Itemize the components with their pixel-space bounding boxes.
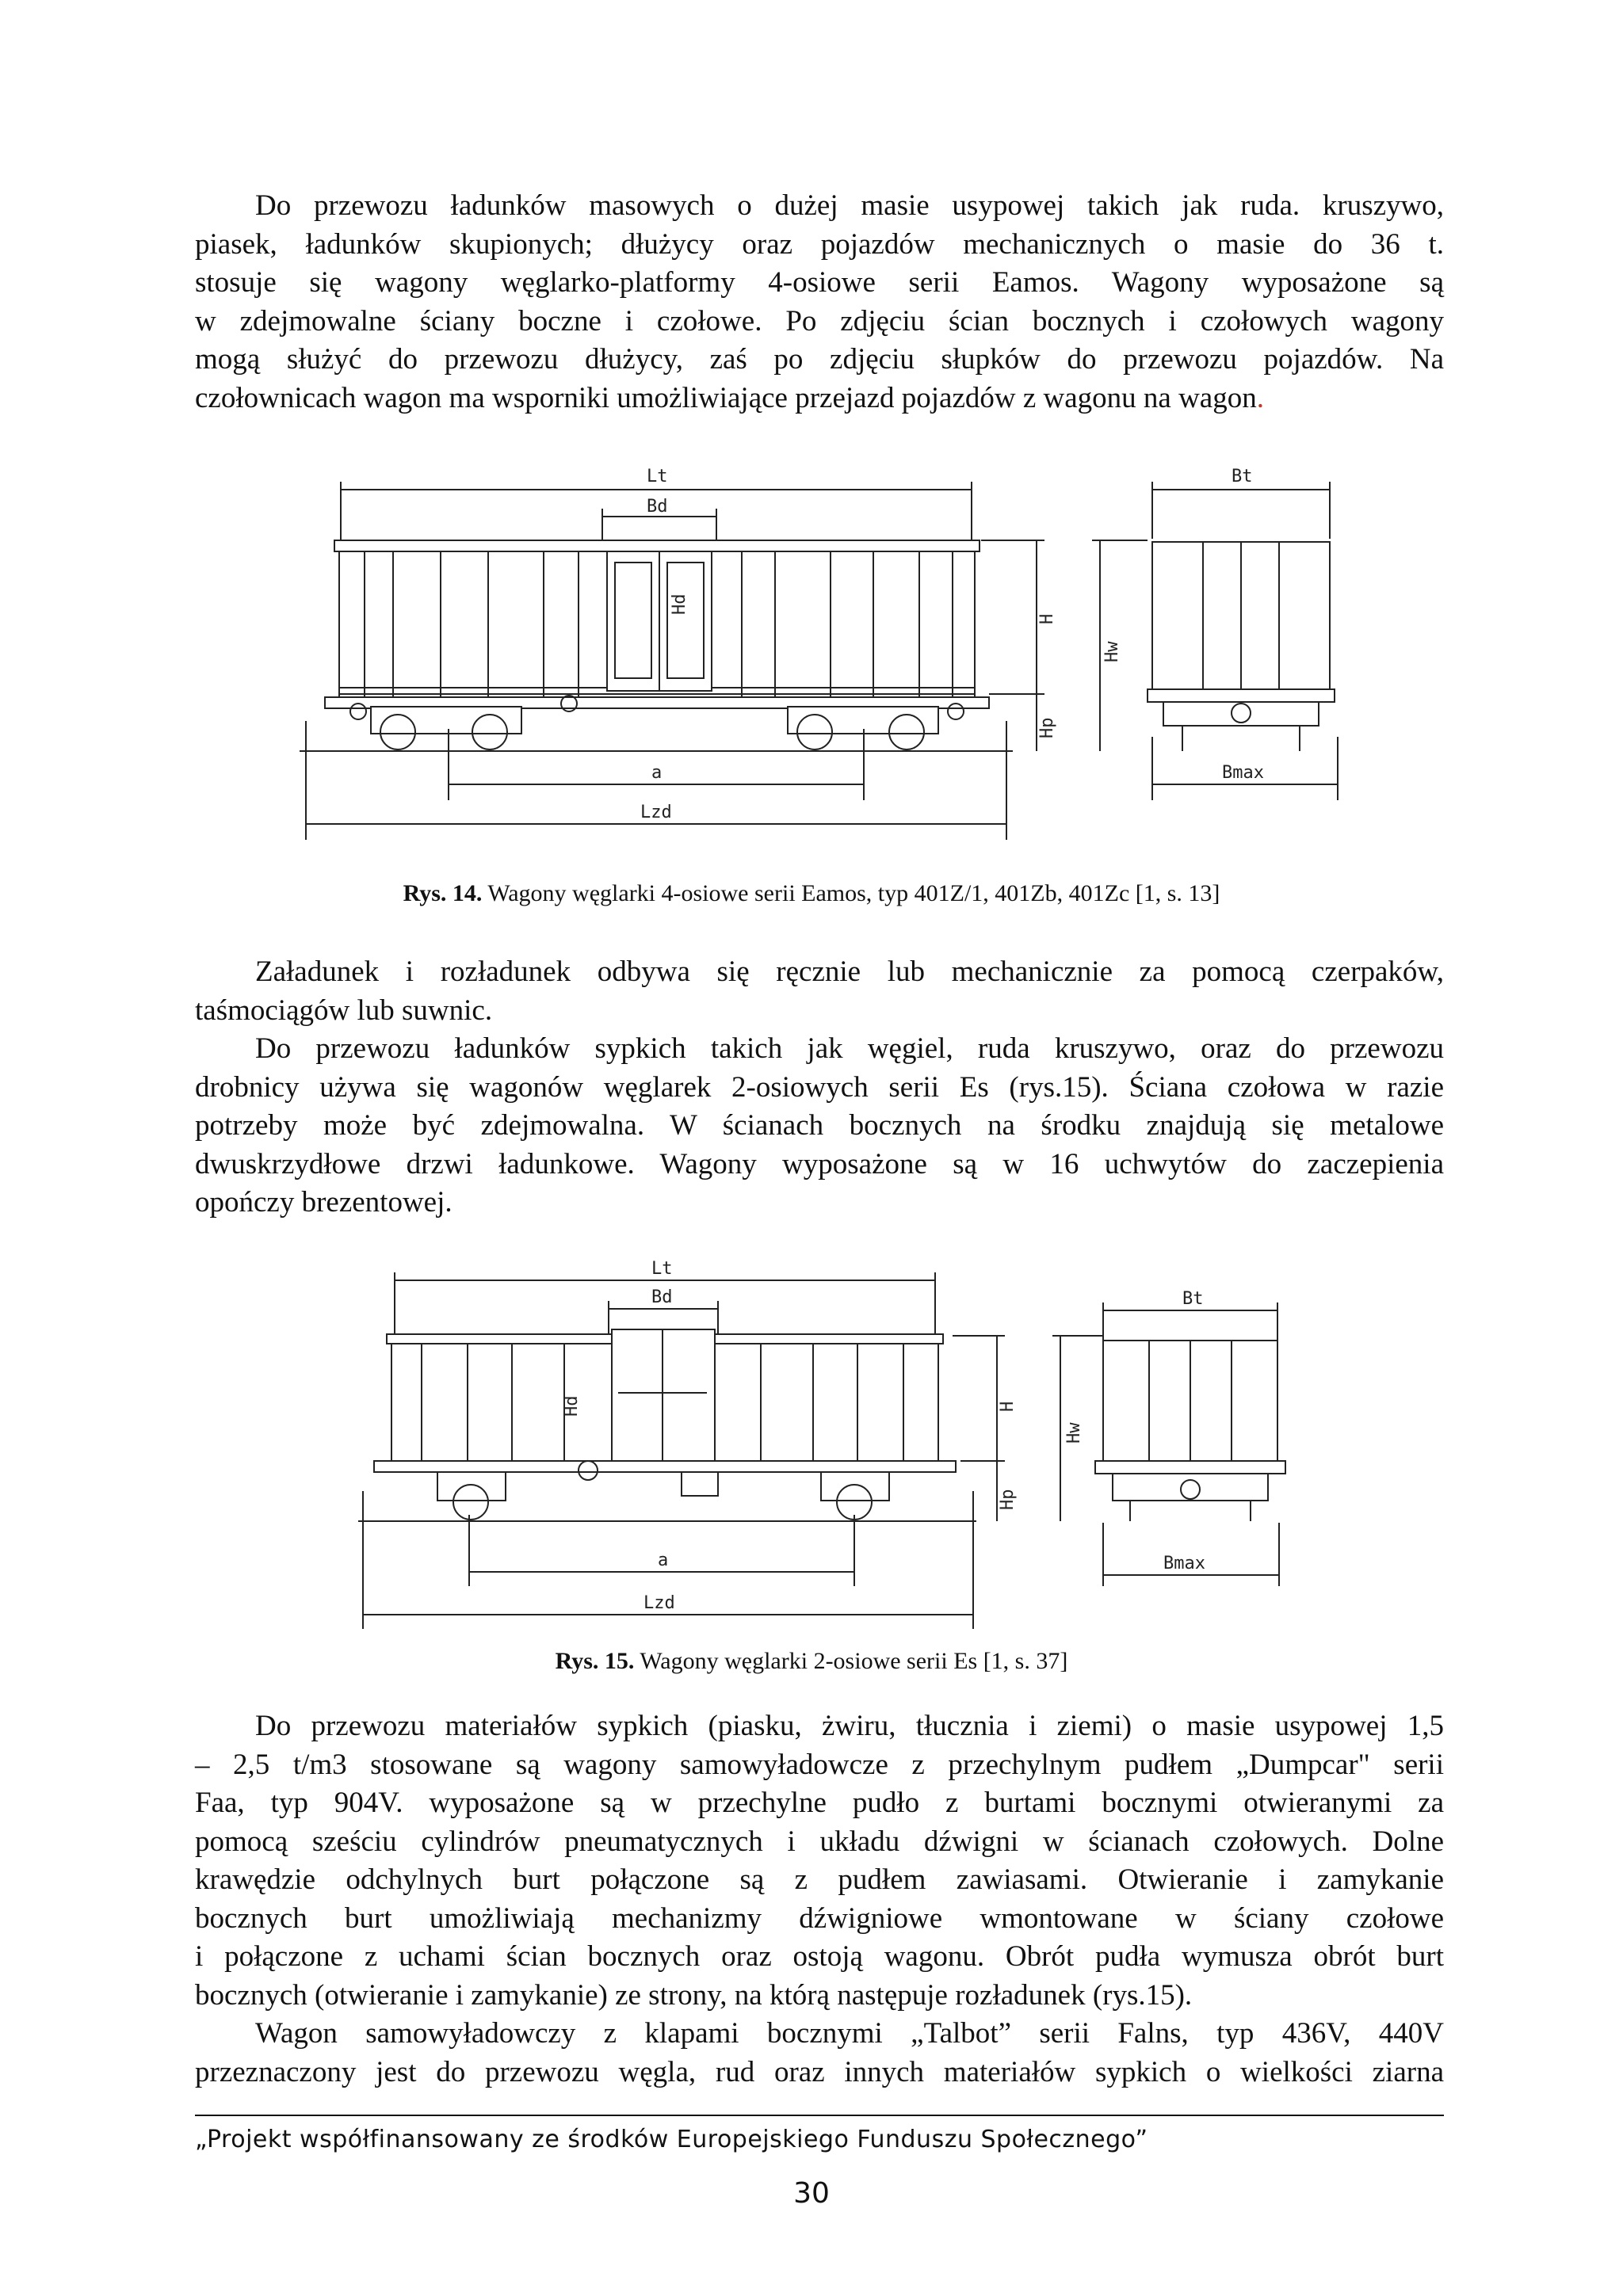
caption-text: Wagony węglarki 4-osiowe serii Eamos, typ 401Z/1, 401Zb, 401Zc [1, s. 13] [482, 880, 1220, 906]
dim-a: a [658, 1550, 669, 1570]
page-number: 30 [793, 2177, 830, 2210]
text-line: krawędzie odchylnych burt połączone są z pudłem zawiasami. Otwieranie i zamykanie [195, 1863, 1444, 1896]
dim-lzd: Lzd [640, 803, 672, 822]
text-line: drobnicy używa się wagonów węglarek 2-osiowych serii Es (rys.15). Ściana czołowa w razie [195, 1070, 1444, 1104]
dim-hp: Hp [998, 1489, 1018, 1510]
paragraph-dumpcar [195, 1707, 1444, 2015]
text-line: potrzeby może być zdejmowalna. W ścianach bocznych na środku znajdują się metalowe [195, 1109, 1444, 1142]
figure-eamos-wagon [252, 460, 1361, 856]
paragraph-es [195, 1030, 1444, 1222]
text-line-with-mark [195, 379, 1444, 418]
dim-lzd: Lzd [643, 1593, 675, 1613]
dim-bmax: Bmax [1163, 1554, 1205, 1573]
text-line: bocznych (otwieranie i zamykanie) ze strony, na którą następuje rozładunek (rys.15). [195, 1978, 1193, 2012]
text-line: i połączone z uchami ścian bocznych oraz ostoją wagonu. Obrót pudła wymusza obrót burt [195, 1940, 1444, 1973]
dim-bmax: Bmax [1222, 763, 1264, 783]
text-line: Do przewozu materiałów sypkich (piasku, żwiru, tłucznia i ziemi) o masie usypowej 1,5 [255, 1710, 1444, 1742]
paragraph-eamos [195, 187, 1444, 418]
dim-hw: Hw [1102, 641, 1122, 662]
footer-divider [195, 2115, 1444, 2116]
dim-lt: Lt [651, 1259, 673, 1279]
dim-a: a [651, 763, 663, 783]
footer-project-note: „Projekt współfinansowany ze środków Europejskiego Funduszu Społecznego” [195, 2126, 1148, 2153]
dim-hd: Hd [670, 593, 689, 615]
text-line: czołownicach wagon ma wsporniki umożliwiające przejazd pojazdów z wagonu na wagon [195, 381, 1257, 414]
figure-caption [0, 1648, 1623, 1675]
trailing-mark: . [1256, 381, 1264, 414]
text-line: mogą służyć do przewozu dłużycy, zaś po zdjęciu słupków do przewozu pojazdów. Na [195, 343, 1444, 376]
caption-label: Rys. 14. [403, 880, 483, 906]
dim-lt: Lt [647, 467, 668, 486]
text-line: Faa, typ 904V. wyposażone są w przechylne pudło z burtami bocznymi otwieranymi za [195, 1787, 1444, 1819]
figure-caption [0, 880, 1623, 907]
dim-hw: Hw [1064, 1422, 1084, 1444]
text-line: Wagon samowyładowczy z klapami bocznymi „Talbot” serii Falns, typ 436V, 440V [255, 2017, 1444, 2050]
dim-h: H [1037, 613, 1057, 624]
dim-bt: Bt [1182, 1289, 1204, 1309]
text-line: taśmociągów lub suwnic. [195, 994, 493, 1027]
dim-h: H [998, 1401, 1018, 1412]
text-line: opończy brezentowej. [195, 1186, 453, 1219]
text-line: Do przewozu ładunków sypkich takich jak węgiel, ruda kruszywo, oraz do przewozu [255, 1032, 1444, 1065]
text-line: – 2,5 t/m3 stosowane są wagony samowyładowcze z przechylnym pudłem „Dumpcar" serii [195, 1748, 1444, 1781]
dim-bd: Bd [651, 1287, 673, 1307]
paragraph-talbot [195, 2015, 1444, 2092]
paragraph-loading [195, 953, 1444, 1030]
text-line: bocznych burt umożliwiają mechanizmy dźwigniowe wmontowane w ściany czołowe [195, 1901, 1444, 1935]
text-line: stosuje się wagony węglarko-platformy 4-osiowe serii Eamos. Wagony wyposażone są [195, 266, 1444, 299]
text-line: Do przewozu ładunków masowych o dużej masie usypowej takich jak ruda. kruszywo, [255, 189, 1444, 222]
dim-hp: Hp [1037, 717, 1057, 738]
caption-text: Wagony węglarki 2-osiowe serii Es [1, s. 37] [634, 1648, 1068, 1674]
text-line: pomocą sześciu cylindrów pneumatycznych i układu dźwigni w ścianach czołowych. Dolne [195, 1825, 1444, 1858]
dim-bt: Bt [1232, 467, 1253, 486]
es-wagon-drawing [342, 1253, 1293, 1650]
text-line: dwuskrzydłowe drzwi ładunkowe. Wagony wyposażone są w 16 uchwytów do zaczepienia [195, 1147, 1444, 1180]
eamos-wagon-drawing [252, 460, 1361, 856]
dim-hd: Hd [562, 1395, 582, 1417]
dim-bd: Bd [647, 497, 668, 517]
text-line: Załadunek i rozładunek odbywa się ręcznie lub mechanicznie za pomocą czerpaków, [255, 955, 1444, 988]
figure-es-wagon [342, 1253, 1293, 1650]
text-line: w zdejmowalne ściany boczne i czołowe. Po zdjęciu ścian bocznych i czołowych wagony [195, 304, 1444, 338]
caption-label: Rys. 15. [555, 1648, 635, 1674]
text-line: przeznaczony jest do przewozu węgla, rud oraz innych materiałów sypkich o wielkości ziarna [195, 2055, 1444, 2088]
text-line: piasek, ładunków skupionych; dłużycy oraz pojazdów mechanicznych o masie do 36 t. [195, 227, 1444, 261]
